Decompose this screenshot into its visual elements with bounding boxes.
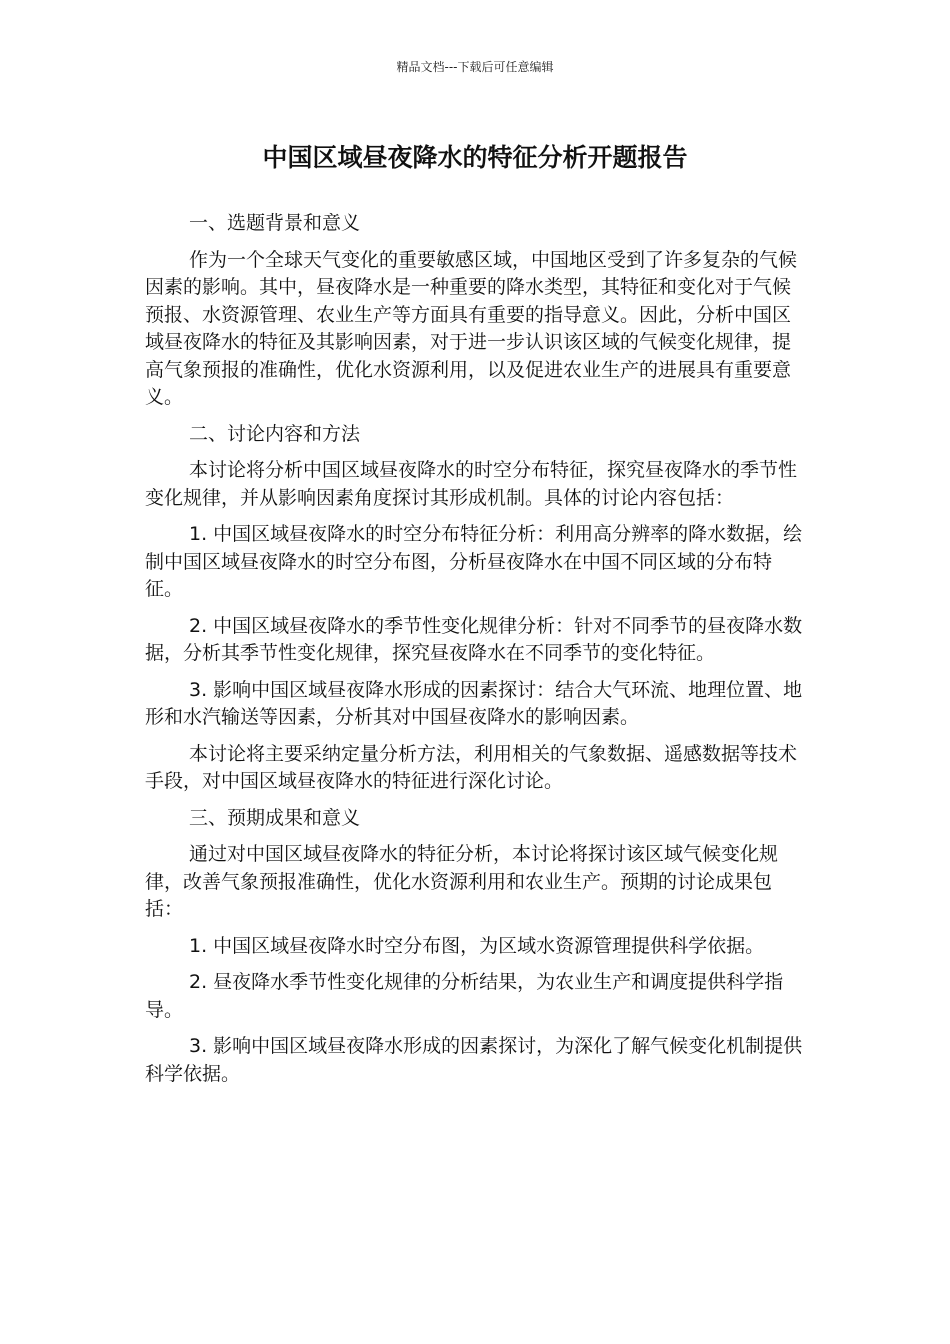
- document-body: [145, 210, 805, 1097]
- page-header-watermark: 精品文档---下载后可任意编辑: [396, 60, 554, 74]
- section-1-heading: 一、选题背景和意义: [189, 212, 361, 234]
- section-2-heading: 二、讨论内容和方法: [189, 422, 361, 445]
- section-2-list-item-1: 1. 中国区域昼夜降水的时空分布特征分析：利用高分辨率的降水数据，绘制中国区域昼夜降水的时空分布图，分析昼夜降水在中国不同区域的分布特征。: [145, 523, 803, 600]
- section-2-list-item-2: 2. 中国区域昼夜降水的季节性变化规律分析：针对不同季节的昼夜降水数据，分析其季节性变化规律，探究昼夜降水在不同季节的变化特征。: [145, 614, 803, 664]
- document-title: 中国区域昼夜降水的特征分析开题报告: [262, 143, 688, 172]
- section-3-list-item-1: 1. 中国区域昼夜降水时空分布图，为区域水资源管理提供科学依据。: [189, 934, 765, 957]
- section-2-paragraph-intro: 本讨论将分析中国区域昼夜降水的时空分布特征，探究昼夜降水的季节性变化规律，并从影响因素角度探讨其形成机制。具体的讨论内容包括：: [145, 459, 798, 509]
- section-3-paragraph-intro: 通过对中国区域昼夜降水的特征分析，本讨论将探讨该区域气候变化规律，改善气象预报准确性，优化水资源利用和农业生产。预期的讨论成果包括：: [145, 843, 779, 920]
- section-1-paragraph: 作为一个全球天气变化的重要敏感区域，中国地区受到了许多复杂的气候因素的影响。其中，昼夜降水是一种重要的降水类型，其特征和变化对于气候预报、水资源管理、农业生产等方面具有重要的指导意义。因此，分析中国区域昼夜降水的特征及其影响因素，对于进一步认识该区域的气候变化规律，提高气象预报的准确性，优化水资源利用，以及促进农业生产的进展具有重要意义。: [145, 248, 798, 408]
- section-3-list-item-3: 3. 影响中国区域昼夜降水形成的因素探讨，为深化了解气候变化机制提供科学依据。: [145, 1035, 803, 1085]
- section-3-list-item-2: 2. 昼夜降水季节性变化规律的分析结果，为农业生产和调度提供科学指导。: [145, 971, 784, 1021]
- section-2-paragraph-method: 本讨论将主要采纳定量分析方法，利用相关的气象数据、遥感数据等技术手段，对中国区域昼夜降水的特征进行深化讨论。: [145, 742, 798, 792]
- section-3-heading: 三、预期成果和意义: [189, 806, 361, 829]
- section-2-list-item-3: 3. 影响中国区域昼夜降水形成的因素探讨：结合大气环流、地理位置、地形和水汽输送等因素，分析其对中国昼夜降水的影响因素。: [145, 678, 803, 728]
